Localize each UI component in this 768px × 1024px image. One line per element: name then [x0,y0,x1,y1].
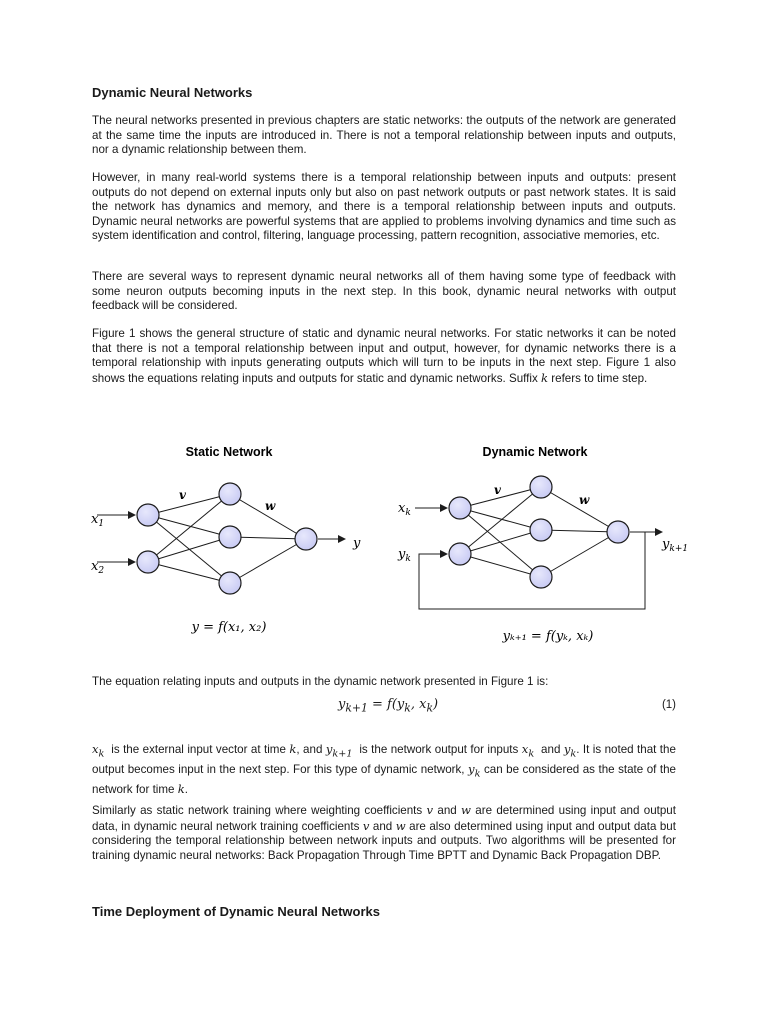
static-input-2-label: $x_2$ [91,559,105,576]
dynamic-hidden-neuron [530,519,552,541]
paragraph-static-networks: The neural networks presented in previous chapters are static networks: the outputs of the network are generated at the same time the inputs are introduced in. There is not a temporal relationship between inputs and outputs, nor a dynamic relationship between them. [92,114,676,156]
static-output-neuron [295,528,317,550]
static-input-neuron [137,504,159,526]
static-network-title: Static Network [185,445,273,459]
dynamic-output-neuron [607,521,629,543]
static-output-label: y [353,536,361,551]
static-weight-v-label: v [179,488,186,502]
paragraph-equation-intro: The equation relating inputs and outputs in the dynamic network presented in Figure 1 is: [92,675,549,688]
paragraph-training: Similarly as static network training where weighting coefficients v and w are determined using input and output data, in dynamic neural network training coefficients v and w are also determined using input and output data but considering the temporal relationship between network inputs and outputs. Two algorithms will be presented for training dynamic neural networks: Back Propagation Through Time BPTT and Dynamic Back Propagation DBP. [92,803,676,862]
dynamic-weight-w-label: w [579,493,590,507]
dynamic-input-neuron [449,543,471,565]
equation-number: (1) [661,699,676,711]
dynamic-input-neuron [449,497,471,519]
static-equation: y = f(x₁, x₂) [191,620,267,635]
paragraph-real-world-systems: However, in many real-world systems there is a temporal relationship between inputs and outputs: present outputs do not depend on external inputs only but also on past network outputs or past network states. It is said the network has dynamics and memory, and there is a temporal relationship between inputs and outputs. Dynamic neural networks are powerful systems that are applied to problems involving dynamics and time such as system identification and control, filtering, language processing, pattern recognition, associative memories, etc. [92,171,676,242]
dynamic-hidden-neuron [530,566,552,588]
dynamic-input-y-label: $y_k$ [398,547,411,564]
dynamic-network-diagram [397,445,688,644]
static-network-diagram [91,445,361,635]
section-title-2: Time Deployment of Dynamic Neural Networks [92,904,381,919]
dynamic-equation: yₖ₊₁ = f(yₖ, xₖ) [502,629,594,644]
dynamic-input-x-label: $x_k$ [398,501,411,518]
dynamic-network-title: Dynamic Network [482,445,588,459]
equation-1-body: $y_{k+1} = f(y_k$, $x_k$) [338,697,439,715]
dynamic-hidden-neuron [530,476,552,498]
dynamic-weight-v-label: v [494,483,501,497]
paragraph-representations: There are several ways to represent dynamic neural networks all of them having some type of feedback with some neuron outputs becoming inputs in the next step. In this book, dynamic neural networks with output feedback will be considered. [92,270,676,312]
paragraph-state-definition: $x_k$ is the external input vector at time k, and $y_{k+1}$ is the network output for inputs $x_k$ and $y_k$. It is noted that the output becomes input in the next step. For this type of dynamic network, $y_k$ can be considered as the state of the network for time k. [92,742,676,796]
static-hidden-neuron [219,483,241,505]
static-hidden-neuron [219,526,241,548]
static-hidden-neuron [219,572,241,594]
section-title: Dynamic Neural Networks [92,85,253,100]
static-input-1-label: $x_1$ [91,512,105,529]
static-input-neuron [137,551,159,573]
static-weight-w-label: w [265,499,276,513]
dynamic-output-label: $y_{k+1}$ [662,537,689,554]
paragraph-figure-description: Figure 1 shows the general structure of static and dynamic neural networks. For static networks it can be noted that there is not a temporal relationship between input and output, however, for dynamic networks there is a temporal relationship with inputs generating outputs which will turn to be inputs in the next step. Figure 1 also shows the equations relating inputs and outputs for static and dynamic networks. Suffix k refers to time step. [92,327,676,385]
